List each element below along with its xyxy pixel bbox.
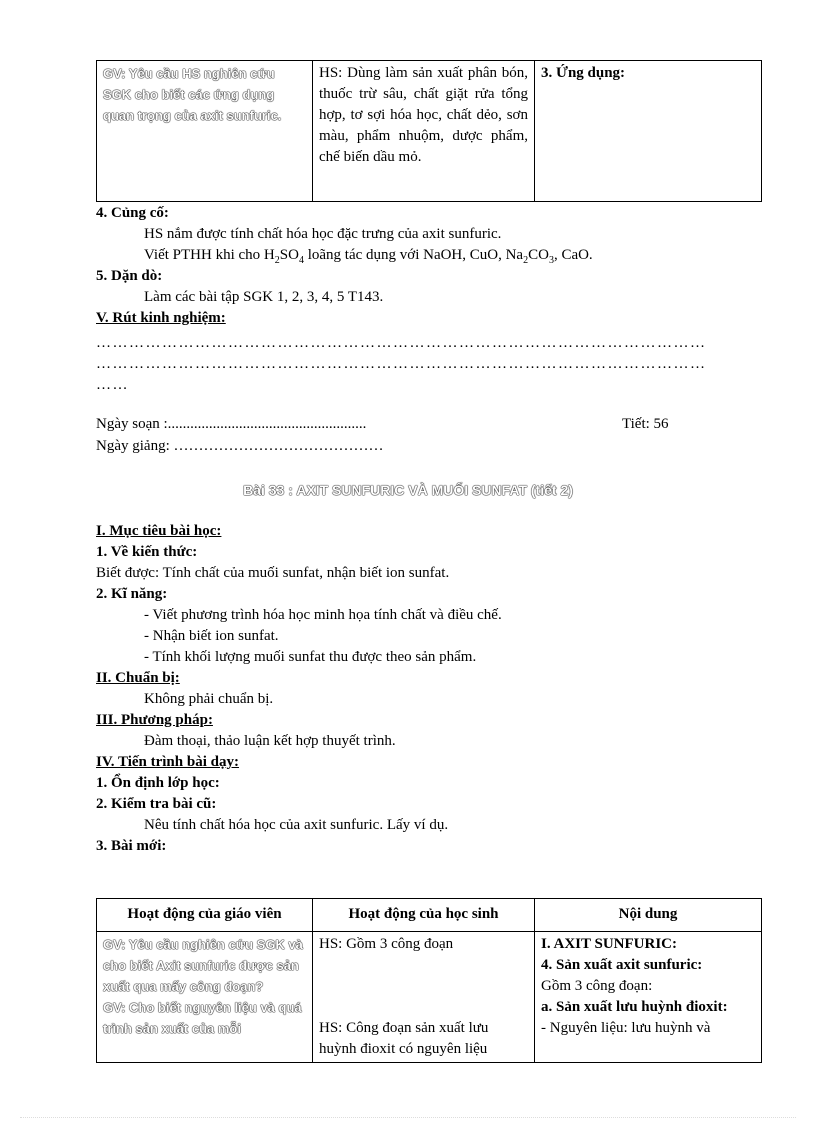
content-text: Gồm 3 công đoạn: — [541, 978, 653, 994]
teacher-activity-text: GV: Yêu cầu nghiên cứu SGK và cho biết Axit sunfuric được sản xuất qua mấy công đoạn? — [103, 937, 303, 994]
rut-kinh-nghiem-heading: V. Rút kinh nghiệm: — [96, 310, 226, 326]
tiet-number: Tiết: 56 — [622, 416, 669, 432]
teacher-activity-text: GV: Yêu cầu HS nghiên cứu SGK cho biết các ứng dụng quan trọng của axit sunfuric. — [103, 66, 282, 123]
skill-item: - Nhận biết ion sunfat. — [144, 628, 279, 644]
teacher-activity-cell — [97, 932, 313, 1063]
student-activity-text: HS: Công đoạn sản xuất lưu huỳnh đioxit có nguyên liệu — [319, 1020, 489, 1057]
dotted-line-3: …… — [96, 377, 129, 393]
table-row — [97, 932, 762, 1063]
skill-item: - Tính khối lượng muối sunfat thu được theo sản phẩm. — [144, 649, 477, 665]
ngay-giang: Ngày giảng: …………………………………… — [96, 438, 384, 454]
page-divider — [20, 1117, 796, 1118]
section-4-sub-3: 3. Bài mới: — [96, 838, 167, 854]
cungco-heading: 4. Củng cố: — [96, 205, 169, 221]
content-cell — [535, 932, 762, 1063]
lesson-title: Bài 33 : AXIT SUNFURIC VÀ MUỐI SUNFAT (tiết 2) — [243, 482, 573, 498]
section-1-sub-1: 1. Về kiến thức: — [96, 544, 198, 560]
cungco-line-2: Viết PTHH khi cho $H_2SO_4$ loãng tác dụng với NaOH, CuO, $Na_2CO_3$, CaO. — [144, 247, 593, 266]
dando-line-1: Làm các bài tập SGK 1, 2, 3, 4, 5 T143. — [144, 289, 384, 305]
section-4-sub-2-text: Nêu tính chất hóa học của axit sunfuric. Lấy ví dụ. — [144, 817, 449, 833]
section-2-text: Không phải chuẩn bị. — [144, 691, 274, 707]
content-text: - Nguyên liệu: lưu huỳnh và — [541, 1020, 711, 1036]
column-header-teacher: Hoạt động của giáo viên — [97, 899, 313, 932]
teacher-activity-cell — [97, 61, 313, 202]
dotted-line-2: ………………………………………………………………………………………………… — [96, 356, 707, 372]
student-activity-cell — [313, 61, 535, 202]
skill-item: - Viết phương trình hóa học minh họa tính chất và điều chế. — [144, 607, 502, 623]
student-activity-text: HS: Gồm 3 công đoạn — [319, 936, 454, 952]
section-4-heading: IV. Tiến trình bài dạy: — [96, 754, 239, 770]
content-subheading: 4. Sản xuất axit sunfuric: — [541, 957, 703, 973]
section-4-sub-2: 2. Kiểm tra bài cũ: — [96, 796, 217, 812]
section-2-heading: II. Chuẩn bị: — [96, 670, 180, 686]
dando-heading: 5. Dặn dò: — [96, 268, 163, 284]
activity-table-2 — [96, 898, 762, 1063]
section-3-text: Đàm thoại, thảo luận kết hợp thuyết trình. — [144, 733, 396, 749]
section-1-sub-2: 2. Kĩ năng: — [96, 586, 168, 602]
content-subheading: a. Sản xuất lưu huỳnh đioxit: — [541, 999, 728, 1015]
content-heading: 3. Ứng dụng: — [541, 65, 626, 81]
cungco-line-1: HS nắm được tính chất hóa học đặc trưng của axit sunfuric. — [144, 226, 502, 242]
ngay-soan: Ngày soạn :..................................................... — [96, 416, 367, 432]
table-header-row — [97, 899, 762, 932]
student-activity-text: HS: Dùng làm sản xuất phân bón, thuốc trừ sâu, chất giặt rửa tổng hợp, tơ sợi hóa học, chất dẻo, sơn màu, phẩm nhuộm, dược phẩm, chế biến dầu mỏ. — [319, 65, 528, 165]
content-heading: I. AXIT SUNFURIC: — [541, 936, 677, 952]
table-row — [97, 61, 762, 202]
activity-table-1 — [96, 60, 762, 202]
teacher-activity-text: GV: Cho biết nguyên liệu và quá trình sản xuất của mỗi — [103, 1000, 302, 1036]
section-1-heading: I. Mục tiêu bài học: — [96, 523, 222, 539]
column-header-content: Nội dung — [535, 899, 762, 932]
student-activity-cell — [313, 932, 535, 1063]
column-header-student: Hoạt động của học sinh — [313, 899, 535, 932]
section-3-heading: III. Phương pháp: — [96, 712, 213, 728]
section-4-sub-1: 1. Ổn định lớp học: — [96, 775, 220, 791]
section-1-sub-1-text: Biết được: Tính chất của muối sunfat, nhận biết ion sunfat. — [96, 565, 450, 581]
content-cell — [535, 61, 762, 202]
dotted-line-1: ………………………………………………………………………………………………… — [96, 335, 707, 351]
